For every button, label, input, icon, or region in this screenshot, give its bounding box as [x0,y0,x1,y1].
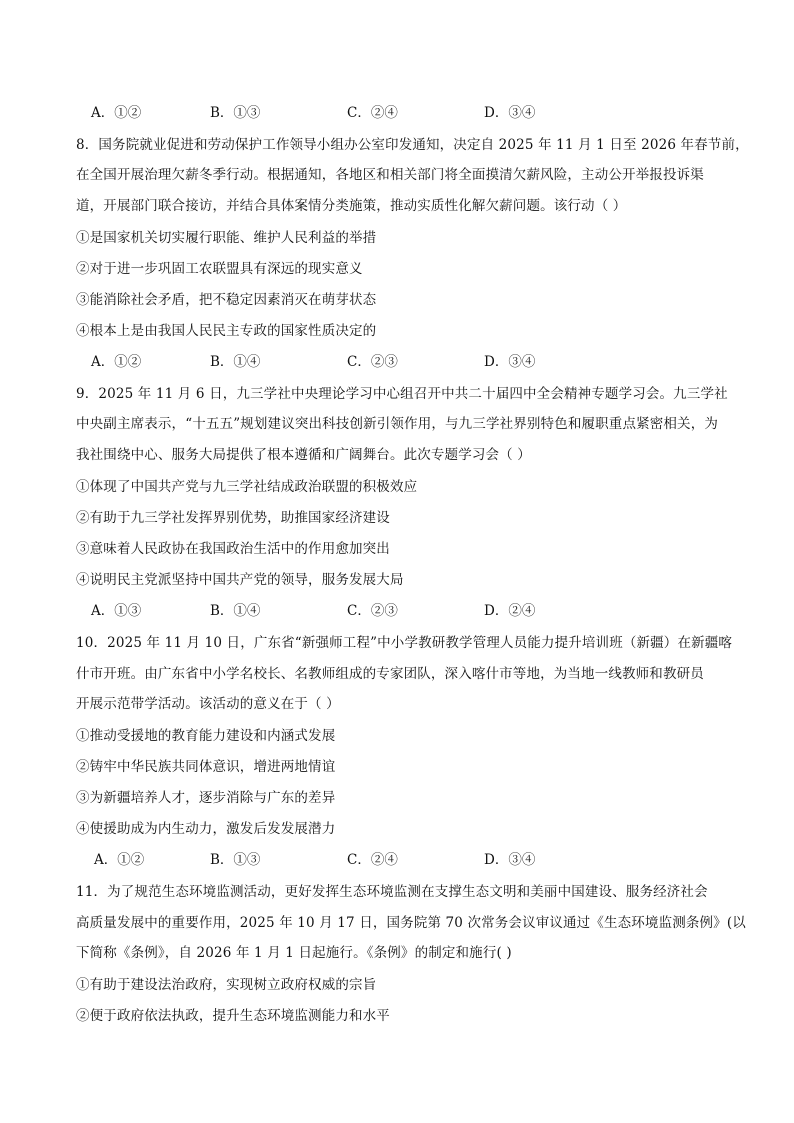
q10-statement-1: ①推动受援地的教育能力建设和内涵式发展 [76,728,336,744]
q8-option-b[interactable]: B．①④ [210,354,261,370]
q10-option-c[interactable]: C．②④ [347,852,398,868]
q11-statement-2: ②便于政府依法执政，提升生态环境监测能力和水平 [76,1008,390,1024]
q9-option-a[interactable]: A．①③ [91,603,142,619]
q8-option-c[interactable]: C．②③ [347,354,398,370]
q8-option-d[interactable]: D．③④ [484,354,536,370]
q7-option-b[interactable]: B．①③ [210,105,261,121]
q9-statement-4: ④说明民主党派坚持中国共产党的领导，服务发展大局 [76,572,404,588]
q8-statement-2: ②对于进一步巩固工农联盟具有深远的现实意义 [76,261,363,277]
q9-option-d[interactable]: D．②④ [484,603,536,619]
q9-stem-line-1: 9．2025 年 11 月 6 日，九三学社中央理论学习中心组召开中共二十届四中全会精神专题学习会。九三学社 [76,386,728,402]
q7-option-c[interactable]: C．②④ [347,105,398,121]
q9-stem-line-3: 我社围绕中心、服务大局提供了根本遵循和广阔舞台。此次专题学习会（ ） [76,447,531,463]
q9-option-b[interactable]: B．①④ [210,603,261,619]
q8-statement-3: ③能消除社会矛盾，把不稳定因素消灭在萌芽状态 [76,292,377,308]
q11-stem-line-1: 11．为了规范生态环境监测活动，更好发挥生态环境监测在支撑生态文明和美丽中国建设、服务经济社会 [76,884,708,900]
q10-statement-2: ②铸牢中华民族共同体意识，增进两地情谊 [76,759,336,775]
q10-statement-4: ④使援助成为内生动力，激发后发发展潜力 [76,821,336,837]
q8-stem-line-3: 道，开展部门联合接访，并结合具体案情分类施策，推动实质性化解欠薪问题。该行动（ ） [76,198,627,214]
q11-statement-1: ①有助于建设法治政府，实现树立政府权威的宗旨 [76,977,377,993]
q9-statement-3: ③意味着人民政协在我国政治生活中的作用愈加突出 [76,541,390,557]
q10-stem-line-2: 什市开班。由广东省中小学名校长、名教师组成的专家团队，深入喀什市等地，为当地一线教师和教研员 [76,666,704,682]
q10-statement-3: ③为新疆培养人才，逐步消除与广东的差异 [76,790,336,806]
q9-stem-line-2: 中央副主席表示，“十五五”规划建议突出科技创新引领作用，与九三学社界别特色和履职重点紧密相关，为 [76,416,719,432]
q7-option-d[interactable]: D．③④ [484,105,536,121]
q9-option-c[interactable]: C．②③ [347,603,398,619]
q8-option-a[interactable]: A．①② [91,354,142,370]
q11-stem-line-2: 高质量发展中的重要作用，2025 年 10 月 17 日，国务院第 70 次常务会议审议通过《生态环境监测条例》(以 [76,915,746,931]
q8-stem-line-1: 8．国务院就业促进和劳动保护工作领导小组办公室印发通知，决定自 2025 年 11 月 1 日至 2026 年春节前， [76,137,749,153]
q7-option-a[interactable]: A．①② [91,105,142,121]
q10-option-d[interactable]: D．③④ [484,852,536,868]
q11-stem-line-3: 下简称《条例》，自 2026 年 1 月 1 日起施行。《条例》的制定和施行( ) [76,945,512,961]
q10-option-b[interactable]: B．①③ [210,852,261,868]
q10-option-a[interactable]: A．①② [94,852,145,868]
q9-statement-1: ①体现了中国共产党与九三学社结成政治联盟的积极效应 [76,479,418,495]
q8-stem-line-2: 在全国开展治理欠薪冬季行动。根据通知，各地区和相关部门将全面摸清欠薪风险，主动公开举报投诉渠 [76,167,704,183]
q9-statement-2: ②有助于九三学社发挥界别优势，助推国家经济建设 [76,510,390,526]
q10-stem-line-3: 开展示范带学活动。该活动的意义在于（ ） [76,696,340,712]
q8-statement-4: ④根本上是由我国人民民主专政的国家性质决定的 [76,323,377,339]
q8-statement-1: ①是国家机关切实履行职能、维护人民利益的举措 [76,230,377,246]
q10-stem-line-1: 10．2025 年 11 月 10 日，广东省“新强师工程”中小学教研教学管理人员能力提升培训班（新疆）在新疆喀 [76,635,733,651]
